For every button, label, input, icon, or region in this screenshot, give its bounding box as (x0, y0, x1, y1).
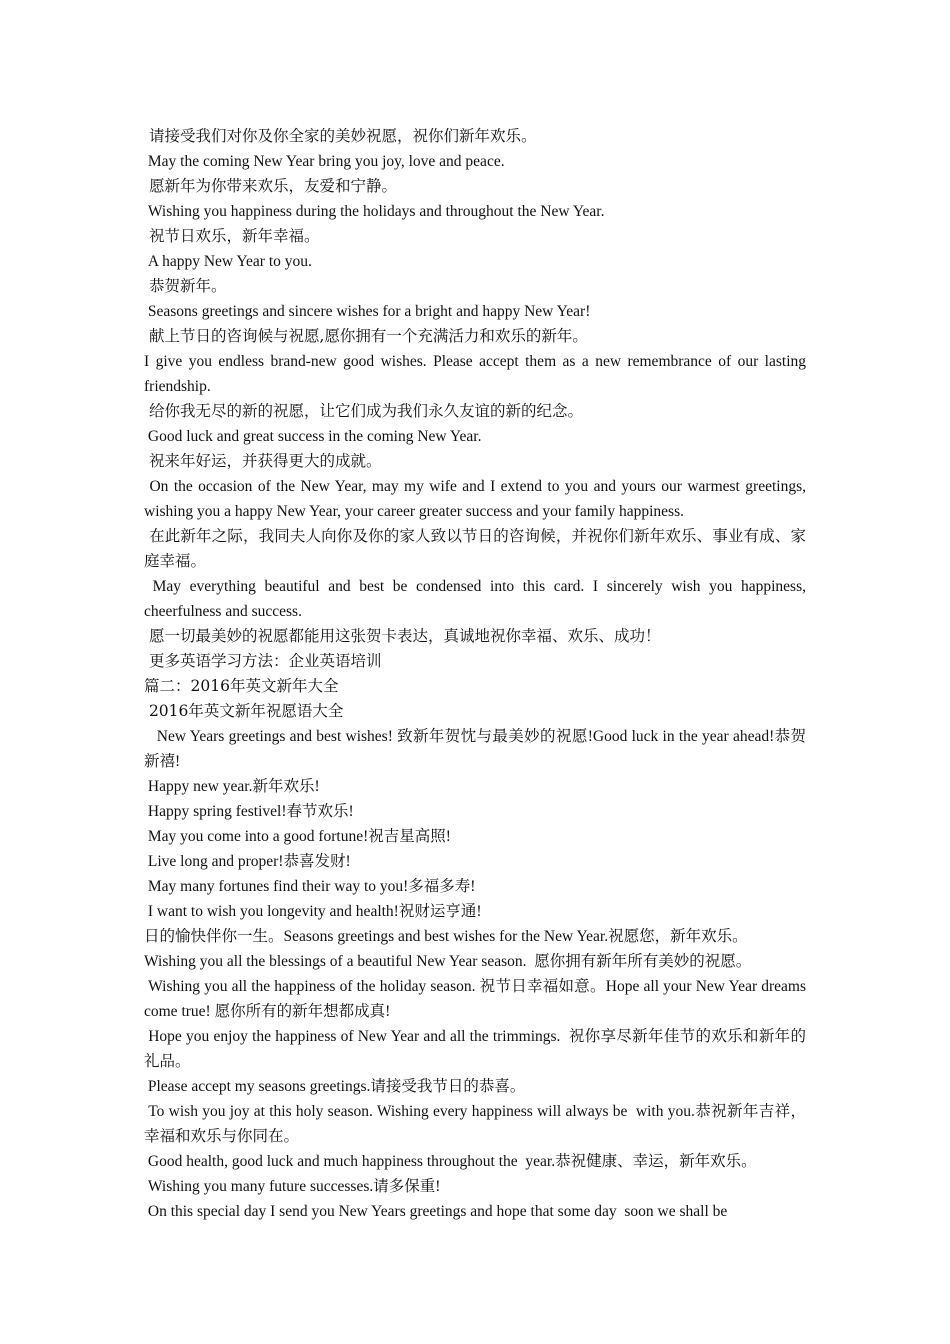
paragraph: Happy spring festivel!春节欢乐! (144, 803, 354, 820)
paragraph: May everything beautiful and best be condensed into this card. I sincerely wish you happiness, cheerfulness and success. (144, 578, 810, 620)
paragraph: 愿新年为你带来欢乐，友爱和宁静。 (144, 177, 397, 195)
document-body (144, 124, 810, 1224)
section-heading: 篇二：2016年英文新年大全 (144, 677, 339, 695)
paragraph: To wish you joy at this holy season. Wishing every happiness will always be with you.恭祝新年吉祥，幸福和欢乐与你同在。 (144, 1103, 807, 1145)
paragraph: 献上节日的咨询候与祝愿,愿你拥有一个充满活力和欢乐的新年。 (144, 327, 588, 345)
paragraph: Live long and proper!恭喜发财! (144, 853, 351, 870)
paragraph: On the occasion of the New Year, may my wife and I extend to you and yours our warmest greetings, wishing you a happy New Year, your career greater success and your family happiness. (144, 478, 810, 520)
paragraph: 更多英语学习方法：企业英语培训 (144, 652, 382, 670)
paragraph: May many fortunes find their way to you!多福多寿! (144, 878, 476, 895)
paragraph: 请接受我们对你及你全家的美妙祝愿，祝你们新年欢乐。 (144, 127, 537, 145)
section-subheading: 2016年英文新年祝愿语大全 (144, 702, 344, 720)
paragraph: Wishing you happiness during the holidays and throughout the New Year. (144, 203, 605, 220)
paragraph: Happy new year.新年欢乐! (144, 778, 320, 795)
paragraph: Please accept my seasons greetings.请接受我节日的恭喜。 (144, 1078, 526, 1095)
paragraph: Wishing you many future successes.请多保重! (144, 1178, 441, 1195)
paragraph: Wishing you all the happiness of the holiday season. 祝节日幸福如意。Hope all your New Year dreams come true! 愿你所有的新年想都成真! (144, 978, 810, 1020)
paragraph: 给你我无尽的新的祝愿，让它们成为我们永久友谊的新的纪念。 (144, 402, 583, 420)
paragraph: Seasons greetings and sincere wishes for a bright and happy New Year! (144, 303, 591, 320)
paragraph: 愿一切最美妙的祝愿都能用这张贺卡表达，真诚地祝你幸福、欢乐、成功！ (144, 627, 661, 645)
paragraph: I want to wish you longevity and health!祝财运亨通! (144, 903, 482, 920)
paragraph: Good luck and great success in the coming New Year. (144, 428, 482, 445)
paragraph: Hope you enjoy the happiness of New Year and all the trimmings. 祝你享尽新年佳节的欢乐和新年的礼品。 (144, 1028, 807, 1070)
paragraph: I give you endless brand-new good wishes. Please accept them as a new remembrance of our lasting friendship. (144, 353, 810, 395)
paragraph: 祝节日欢乐，新年幸福。 (144, 227, 320, 245)
paragraph: A happy New Year to you. (144, 253, 312, 270)
paragraph: 日的愉快伴你一生。Seasons greetings and best wishes for the New Year.祝愿您，新年欢乐。 (144, 928, 748, 945)
paragraph: Good health, good luck and much happiness throughout the year.恭祝健康、幸运，新年欢乐。 (144, 1153, 757, 1170)
paragraph: 在此新年之际，我同夫人向你及你的家人致以节日的咨询候，并祝你们新年欢乐、事业有成、家庭幸福。 (144, 527, 806, 570)
paragraph: 祝来年好运，并获得更大的成就。 (144, 452, 382, 470)
paragraph: May you come into a good fortune!祝吉星高照! (144, 828, 451, 845)
paragraph: Wishing you all the blessings of a beautiful New Year season. 愿你拥有新年所有美妙的祝愿。 (144, 953, 752, 970)
paragraph: May the coming New Year bring you joy, love and peace. (144, 153, 505, 170)
paragraph: On this special day I send you New Years greetings and hope that some day soon we shall be (144, 1203, 728, 1220)
paragraph: 恭贺新年。 (144, 277, 227, 295)
paragraph: New Years greetings and best wishes! 致新年贺忱与最美妙的祝愿!Good luck in the year ahead!恭贺新禧! (144, 728, 807, 770)
